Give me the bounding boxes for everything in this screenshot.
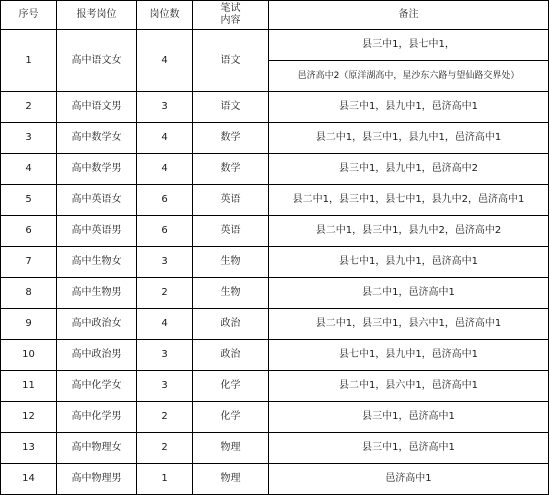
cell-position: 高中化学女 xyxy=(57,371,137,402)
cell-count: 1 xyxy=(137,464,193,495)
table-row xyxy=(1,123,549,154)
cell-remark: 县二中1，县三中1，县九中2，邑济高中2 xyxy=(269,216,549,247)
table-row xyxy=(1,371,549,402)
header-position: 报考岗位 xyxy=(57,1,137,30)
table-row xyxy=(1,92,549,123)
cell-remark: 县二中1，县三中1，县六中1，邑济高中1 xyxy=(269,309,549,340)
cell-count: 3 xyxy=(137,371,193,402)
cell-count: 3 xyxy=(137,247,193,278)
cell-position: 高中英语男 xyxy=(57,216,137,247)
cell-count: 4 xyxy=(137,309,193,340)
table-row xyxy=(1,216,549,247)
cell-exam: 语文 xyxy=(193,92,269,123)
cell-exam: 物理 xyxy=(193,433,269,464)
table-row xyxy=(1,340,549,371)
cell-exam: 生物 xyxy=(193,278,269,309)
cell-count: 3 xyxy=(137,92,193,123)
cell-count: 2 xyxy=(137,278,193,309)
cell-count: 4 xyxy=(137,154,193,185)
header-exam-content xyxy=(193,1,269,30)
cell-remark: 县七中1，县九中1，邑济高中1 xyxy=(269,247,549,278)
cell-index: 7 xyxy=(1,247,57,278)
header-exam-line2: 内容 xyxy=(220,15,241,26)
table-row xyxy=(1,247,549,278)
cell-exam: 数学 xyxy=(193,123,269,154)
cell-exam: 政治 xyxy=(193,340,269,371)
cell-count: 4 xyxy=(137,123,193,154)
table-row xyxy=(1,278,549,309)
cell-count: 6 xyxy=(137,216,193,247)
cell-index: 10 xyxy=(1,340,57,371)
cell-exam: 物理 xyxy=(193,464,269,495)
cell-index: 3 xyxy=(1,123,57,154)
cell-remark: 县二中1，县三中1，县九中1，邑济高中1 xyxy=(269,123,549,154)
table-header-row xyxy=(1,1,549,30)
cell-position: 高中政治女 xyxy=(57,309,137,340)
cell-index: 2 xyxy=(1,92,57,123)
cell-exam: 化学 xyxy=(193,371,269,402)
cell-position: 高中语文女 xyxy=(57,30,137,92)
cell-position: 高中数学男 xyxy=(57,154,137,185)
cell-exam: 语文 xyxy=(193,30,269,92)
table-row xyxy=(1,185,549,216)
cell-position: 高中语文男 xyxy=(57,92,137,123)
table-row xyxy=(1,154,549,185)
cell-position: 高中英语女 xyxy=(57,185,137,216)
cell-index: 1 xyxy=(1,30,57,92)
cell-index: 4 xyxy=(1,154,57,185)
table-row xyxy=(1,30,549,61)
cell-remark: 邑济高中1 xyxy=(269,464,549,495)
cell-exam: 政治 xyxy=(193,309,269,340)
cell-remark: 县三中1，县九中1，邑济高中1 xyxy=(269,92,549,123)
cell-index: 11 xyxy=(1,371,57,402)
cell-remark: 县二中1，县三中1，县七中1，县九中2，邑济高中1 xyxy=(269,185,549,216)
cell-index: 12 xyxy=(1,402,57,433)
cell-count: 4 xyxy=(137,30,193,92)
cell-position: 高中生物男 xyxy=(57,278,137,309)
cell-exam: 英语 xyxy=(193,185,269,216)
table-row xyxy=(1,433,549,464)
cell-index: 5 xyxy=(1,185,57,216)
cell-remark: 县三中1，邑济高中1 xyxy=(269,433,549,464)
cell-position: 高中政治男 xyxy=(57,340,137,371)
cell-exam: 英语 xyxy=(193,216,269,247)
cell-remark: 县七中1，县九中1，邑济高中1 xyxy=(269,340,549,371)
cell-index: 6 xyxy=(1,216,57,247)
cell-index: 9 xyxy=(1,309,57,340)
cell-index: 8 xyxy=(1,278,57,309)
cell-position: 高中生物女 xyxy=(57,247,137,278)
cell-position: 高中化学男 xyxy=(57,402,137,433)
cell-exam: 生物 xyxy=(193,247,269,278)
cell-index: 13 xyxy=(1,433,57,464)
cell-remark-line1: 县三中1，县七中1， xyxy=(269,30,549,61)
header-exam-line1: 笔试 xyxy=(220,3,241,14)
header-index: 序号 xyxy=(1,1,57,30)
header-remark: 备注 xyxy=(269,1,549,30)
cell-remark: 县二中1，邑济高中1 xyxy=(269,278,549,309)
cell-count: 3 xyxy=(137,340,193,371)
cell-count: 2 xyxy=(137,433,193,464)
table-row xyxy=(1,402,549,433)
header-count: 岗位数 xyxy=(137,1,193,30)
cell-remark-line2: 邑济高中2（原洋湖高中，星沙东六路与望仙路交界处） xyxy=(269,61,549,92)
cell-position: 高中物理男 xyxy=(57,464,137,495)
cell-remark: 县三中1，邑济高中1 xyxy=(269,402,549,433)
cell-count: 2 xyxy=(137,402,193,433)
cell-index: 14 xyxy=(1,464,57,495)
cell-remark: 县二中1，县六中1，邑济高中1 xyxy=(269,371,549,402)
cell-count: 6 xyxy=(137,185,193,216)
cell-exam: 数学 xyxy=(193,154,269,185)
cell-position: 高中数学女 xyxy=(57,123,137,154)
cell-exam: 化学 xyxy=(193,402,269,433)
cell-remark: 县三中1，县九中1，邑济高中2 xyxy=(269,154,549,185)
table-row xyxy=(1,309,549,340)
cell-position: 高中物理女 xyxy=(57,433,137,464)
